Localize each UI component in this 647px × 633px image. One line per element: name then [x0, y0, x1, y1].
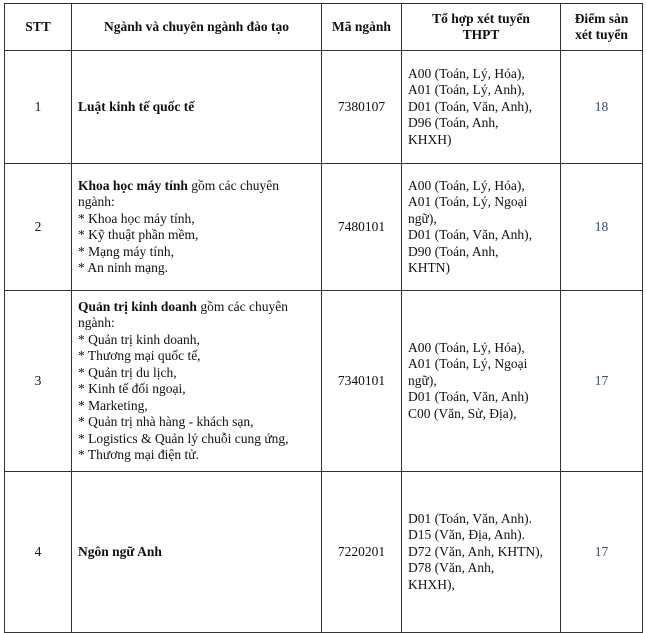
row-stt: 3: [5, 291, 72, 472]
specialization-item: * Quản trị du lịch,: [78, 364, 177, 380]
row-combos: [402, 291, 561, 472]
combo-line: A00 (Toán, Lý, Hóa),: [408, 339, 525, 355]
major-suffix-line2: ngành:: [78, 194, 115, 209]
major-heading-line: [78, 299, 315, 316]
table-row: [5, 164, 643, 291]
major-suffix: gồm các chuyên: [196, 298, 289, 314]
combo-line: A01 (Toán, Lý, Anh),: [408, 82, 525, 98]
specialization-item: * Quản trị nhà hàng - khách sạn,: [78, 414, 254, 429]
table-row: [5, 472, 643, 633]
row-code: 7380107: [322, 51, 402, 164]
row-code: 7480101: [322, 164, 402, 291]
header-combo-line1: Tổ hợp xét tuyển: [432, 10, 530, 26]
header-score-line1: Điểm sàn: [574, 10, 629, 26]
combo-line: KHXH),: [408, 576, 455, 592]
combo-line: D96 (Toán, Anh,: [408, 115, 499, 131]
row-score: 18: [561, 164, 643, 291]
major-name: Quản trị kinh doanh: [78, 298, 197, 314]
admission-table: [4, 3, 643, 633]
row-code: 7340101: [322, 291, 402, 472]
row-stt: 1: [5, 51, 72, 164]
combo-line: ngữ),: [408, 372, 437, 388]
row-score: 18: [561, 51, 643, 164]
row-stt: 4: [5, 472, 72, 633]
combo-line: KHTN): [408, 260, 450, 275]
combo-line: A01 (Toán, Lý, Ngoại: [408, 356, 528, 372]
specialization-item: * Quản trị kinh doanh,: [78, 331, 200, 347]
row-major: [72, 472, 322, 633]
header-score-line2: xét tuyển: [575, 27, 628, 42]
specialization-item: * Khoa học máy tính,: [78, 210, 195, 226]
major-heading-line: [78, 178, 315, 195]
major-suffix-line2: ngành:: [78, 315, 115, 330]
table-row: [5, 51, 643, 164]
header-combo-line2: THPT: [462, 27, 500, 42]
header-score: [561, 4, 643, 51]
major-name: Ngôn ngữ Anh: [78, 543, 162, 559]
row-score: 17: [561, 291, 643, 472]
combo-line: D01 (Toán, Văn, Anh): [408, 389, 529, 405]
header-row: [5, 4, 643, 51]
header-code: Mã ngành: [322, 4, 402, 51]
table-row: [5, 291, 643, 472]
combo-line: D01 (Toán, Văn, Anh),: [408, 227, 533, 242]
combo-line: A00 (Toán, Lý, Hóa),: [408, 177, 525, 193]
row-major: [72, 291, 322, 472]
combo-line: D01 (Toán, Văn, Anh),: [408, 98, 533, 114]
specialization-item: * Kỹ thuật phần mềm,: [78, 227, 199, 242]
combo-line: D15 (Văn, Địa, Anh).: [408, 527, 525, 543]
specialization-item: * Thương mại quốc tế,: [78, 348, 201, 363]
combo-line: ngữ),: [408, 210, 437, 226]
specialization-item: * Mạng máy tính,: [78, 243, 174, 259]
combo-line: C00 (Văn, Sử, Địa),: [408, 405, 517, 421]
specialization-item: * Thương mại điện tử.: [78, 447, 199, 462]
row-combos: [402, 51, 561, 164]
row-major: [72, 51, 322, 164]
combo-line: KHXH): [408, 131, 452, 147]
header-major: Ngành và chuyên ngành đào tạo: [72, 4, 322, 51]
specialization-item: * Kinh tế đối ngoại,: [78, 381, 186, 396]
major-name: Khoa học máy tính: [78, 177, 188, 193]
specialization-item: * An ninh mạng.: [78, 260, 168, 275]
row-stt: 2: [5, 164, 72, 291]
major-name: Luật kinh tế quốc tế: [78, 98, 195, 114]
row-combos: [402, 472, 561, 633]
combo-line: A01 (Toán, Lý, Ngoại: [408, 194, 528, 209]
combo-line: D78 (Văn, Anh,: [408, 560, 495, 576]
combo-line: D72 (Văn, Anh, KHTN),: [408, 543, 543, 559]
row-major: [72, 164, 322, 291]
combo-line: A00 (Toán, Lý, Hóa),: [408, 65, 525, 81]
combo-line: D01 (Toán, Văn, Anh).: [408, 510, 533, 526]
specialization-item: * Marketing,: [78, 397, 148, 413]
header-combo: [402, 4, 561, 51]
row-score: 17: [561, 472, 643, 633]
row-combos: [402, 164, 561, 291]
row-code: 7220201: [322, 472, 402, 633]
combo-line: D90 (Toán, Anh,: [408, 243, 499, 259]
header-stt: STT: [5, 4, 72, 51]
major-suffix: gồm các chuyên: [187, 177, 279, 193]
specialization-item: * Logistics & Quản lý chuỗi cung ứng,: [78, 430, 289, 446]
